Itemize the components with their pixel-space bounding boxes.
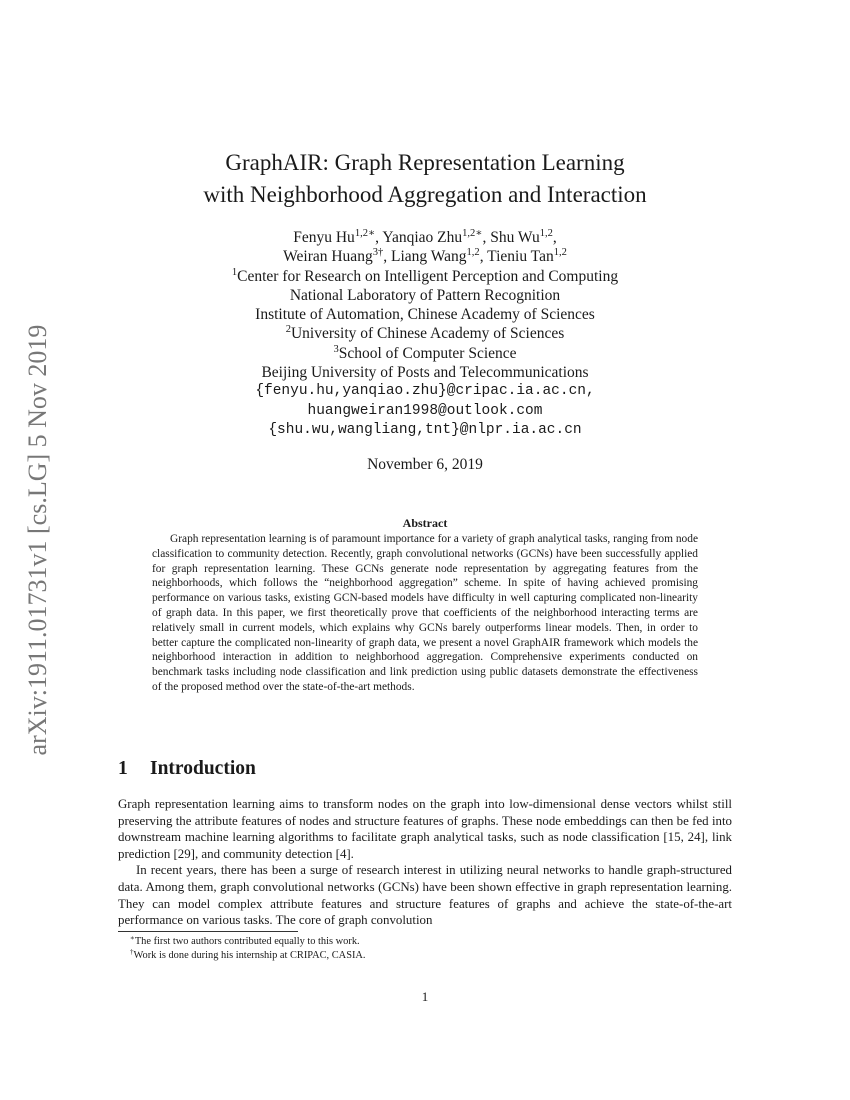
author-block [0,228,850,440]
affiliation-1c: Institute of Automation, Chinese Academy of Sciences [255,306,595,324]
footnote-rule [118,931,298,932]
author-name: Fenyu Hu [293,229,355,246]
author-name: Weiran Huang [283,248,373,266]
author-affil-mark: 1,2∗ [354,228,376,240]
affil-mark: 1 [231,266,238,278]
intro-paragraph-1: Graph representation learning aims to transform nodes on the graph into low-dimensional dense vectors whilst still preserving the attribute features of nodes and structure features of graphs. These node embeddings can then be fed into downstream machine learning algorithms to facilitate graph analytical tasks, such as node classification [15, 24], link prediction [29], and community detection [4]. [118,797,732,861]
affil-mark: 3 [333,343,339,355]
paper-date: November 6, 2019 [367,456,483,473]
author-affil-mark: 3† [372,247,384,259]
affiliation-2 [0,324,850,343]
author-affil-mark: 1,2 [553,247,567,259]
author-name: Yanqiao Zhu [382,229,463,246]
title-line-2: with Neighborhood Aggregation and Interaction [203,182,647,207]
affiliation-3 [0,344,850,363]
affil-text: School of Computer Science [338,344,517,362]
author-line-2: Weiran Huang$^{3\dagger}$, Liang Wang$^{1,2}$, Tieniu Tan$^{1,2}$ [283,247,567,266]
abstract-text: Graph representation learning is of paramount importance for a variety of graph analytical tasks, ranging from node classification to community detection. Recently, graph convolutional networks (GCNs) have been successfully applied for graph representation learning. These GCNs generate node representation by aggregating features from the neighborhoods, which follows the “neighborhood aggregation” scheme. In spite of having achieved promising performance on various tasks, existing GCN-based models have difficulty in well capturing complicated non-linearity of graph data. In this paper, we first theoretically prove that coefficients of the neighborhood interacting terms are relatively small in current models, which explains why GCNs barely outperforms linear models. Then, in order to better capture the complicated non-linearity of graph data, we present a novel GraphAIR framework which models the neighborhood interaction in addition to neighborhood aggregation. Comprehensive experiments conducted on benchmark tasks including node classification and link prediction using public datasets demonstrate the effectiveness of the proposed method over the state-of-the-art methods. [152,533,698,693]
affiliation-1 [0,267,850,286]
affiliation-3b: Beijing University of Posts and Telecommunications [261,364,589,382]
footnotes [118,935,366,962]
affil-text: University of Chinese Academy of Sciences [290,325,565,343]
footnote-mark: † [130,947,134,956]
email-line-2: huangweiran1998@outlook.com [307,402,543,419]
section-heading-introduction [118,758,256,780]
footnote-mark: ∗ [130,934,135,943]
footnote-text: Work is done during his internship at CRIPAC, CASIA. [133,949,366,961]
footnote-text: The first two authors contributed equally to this work. [134,936,360,947]
email-line-3: {shu.wu,wangliang,tnt}@nlpr.ia.ac.cn [268,421,582,438]
author-name: Shu Wu [490,229,540,246]
introduction-body [118,796,732,929]
author-affil-mark: 1,2∗ [462,228,483,240]
title-line-1: GraphAIR: Graph Representation Learning [225,150,625,175]
affil-text: Center for Research on Intelligent Perception and Computing [237,267,619,285]
affiliation-1b: National Laboratory of Pattern Recognition [289,286,561,304]
arxiv-sidebar-stamp: arXiv:1911.01731v1 [cs.LG] 5 Nov 2019 [23,324,52,756]
author-affil-mark: 1,2 [539,228,553,240]
abstract-heading: Abstract [402,516,448,530]
author-affil-mark: 1,2 [466,247,480,259]
author-line-1: Fenyu $Hu^{1,2∗}$, Yanqiao Zhu$^{1,2∗}$, Shu Wu$^{1,2}$, [293,228,557,246]
footnote-2 [118,949,366,963]
intro-paragraph-2: In recent years, there has been a surge of research interest in utilizing neural networks to handle graph-structured data. Among them, graph convolutional networks (GCNs) have been shown effective in graph representation learning. They can model complex attribute features and structure features of graphs and achieve the state-of-the-art performance on various tasks. The core of graph convolution [118,863,732,928]
affil-mark: 2 [285,324,291,336]
section-number: 1 [118,758,128,779]
paper-title [0,147,850,211]
page-number: 1 [421,989,429,1004]
email-line-1: {fenyu.hu,yanqiao.zhu}@cripac.ia.ac.cn, [255,383,595,400]
author-name: Liang Wang [390,248,467,266]
author-name: Tieniu Tan [487,248,554,266]
footnote-1 [118,935,366,949]
section-title: Introduction [150,758,256,779]
